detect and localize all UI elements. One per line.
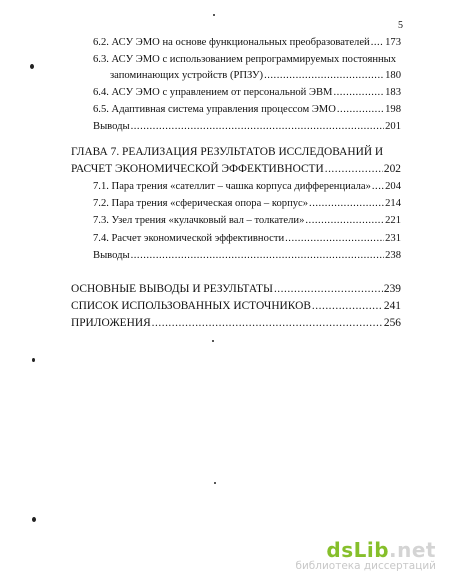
toc-leader-dots	[305, 214, 384, 227]
toc-entry-label: ПРИЛОЖЕНИЯ	[71, 317, 151, 329]
toc-main-results	[71, 283, 401, 296]
toc-entry-label: 6.5. Адаптивная система управления процессом ЭМО	[93, 104, 336, 115]
toc-entry-page: 201	[385, 121, 401, 132]
toc-entry-7-4	[93, 232, 401, 245]
toc-entry-label: Выводы	[93, 250, 130, 261]
toc-entry-page: 180	[385, 70, 401, 81]
toc-entry-label: Выводы	[93, 121, 130, 132]
toc-leader-dots	[372, 180, 384, 193]
toc-leader-dots	[264, 69, 384, 82]
scan-speck	[32, 358, 35, 362]
toc-leader-dots	[333, 86, 384, 99]
toc-entry-page: 214	[385, 198, 401, 209]
toc-entry-6-3-line1: 6.3. АСУ ЭМО с использованием репрограммируемых постоянных	[93, 54, 397, 65]
toc-entry-ch6-conclusions	[93, 120, 401, 133]
toc-entry-label: 7.3. Узел трения «кулачковый вал – толкатели»	[93, 215, 305, 226]
toc-entry-6-4	[93, 86, 401, 99]
toc-entry-label: запоминающих устройств (РПЗУ)	[110, 70, 264, 81]
toc-entry-6-5	[93, 103, 401, 116]
toc-entry-6-2	[93, 36, 401, 49]
toc-leader-dots	[337, 103, 384, 116]
toc-chapter-7-line1: ГЛАВА 7. РЕАЛИЗАЦИЯ РЕЗУЛЬТАТОВ ИССЛЕДОВАНИЙ И	[71, 146, 384, 158]
toc-entry-7-2	[93, 197, 401, 210]
watermark-tagline: библиотека диссертаций	[295, 560, 436, 572]
toc-leader-dots	[312, 300, 383, 313]
toc-appendices	[71, 317, 401, 330]
toc-entry-label: СПИСОК ИСПОЛЬЗОВАННЫХ ИСТОЧНИКОВ	[71, 300, 311, 312]
toc-entry-7-1	[93, 180, 401, 193]
toc-chapter-7	[71, 163, 401, 176]
toc-entry-page: 241	[383, 300, 401, 312]
toc-entry-label: 6.2. АСУ ЭМО на основе функциональных преобразователей	[93, 37, 370, 48]
toc-entry-label: 7.4. Расчет экономической эффективности	[93, 233, 285, 244]
toc-leader-dots	[285, 232, 384, 245]
toc-entry-label: 7.2. Пара трения «сферическая опора – корпус»	[93, 198, 309, 209]
page-number: 5	[398, 20, 403, 31]
toc-entry-label: 7.1. Пара трения «сателлит – чашка корпуса дифференциала»	[93, 181, 371, 192]
toc-entry-page: 204	[385, 181, 401, 192]
toc-entry-page: 198	[385, 104, 401, 115]
toc-entry-page: 202	[383, 163, 401, 175]
scan-speck	[213, 14, 215, 16]
watermark-logo-part1: dsLib	[326, 538, 390, 562]
toc-entry-page: 239	[383, 283, 401, 295]
toc-entry-7-3	[93, 214, 401, 227]
toc-entry-page: 173	[385, 37, 401, 48]
toc-entry-page: 238	[385, 250, 401, 261]
toc-entry-page: 231	[385, 233, 401, 244]
scan-speck	[32, 517, 36, 522]
toc-leader-dots	[131, 120, 384, 133]
toc-entry-6-3	[110, 69, 401, 82]
toc-entry-page: 221	[385, 215, 401, 226]
scan-speck	[214, 482, 216, 484]
watermark	[295, 538, 436, 572]
toc-references	[71, 300, 401, 313]
toc-leader-dots	[371, 36, 384, 49]
watermark-logo-part2: .net	[389, 538, 436, 562]
watermark-logo	[295, 538, 436, 562]
toc-entry-page: 183	[385, 87, 401, 98]
toc-entry-label: РАСЧЕТ ЭКОНОМИЧЕСКОЙ ЭФФЕКТИВНОСТИ	[71, 163, 324, 175]
toc-entry-label: ОСНОВНЫЕ ВЫВОДЫ И РЕЗУЛЬТАТЫ	[71, 283, 273, 295]
scan-speck	[212, 340, 214, 342]
toc-leader-dots	[325, 163, 383, 176]
toc-leader-dots	[274, 283, 383, 296]
toc-entry-ch7-conclusions	[93, 249, 401, 262]
toc-entry-page: 256	[383, 317, 401, 329]
toc-leader-dots	[152, 317, 383, 330]
scan-speck	[30, 64, 34, 69]
toc-leader-dots	[309, 197, 384, 210]
toc-entry-label: 6.4. АСУ ЭМО с управлением от персональной ЭВМ	[93, 87, 333, 98]
toc-leader-dots	[131, 249, 384, 262]
